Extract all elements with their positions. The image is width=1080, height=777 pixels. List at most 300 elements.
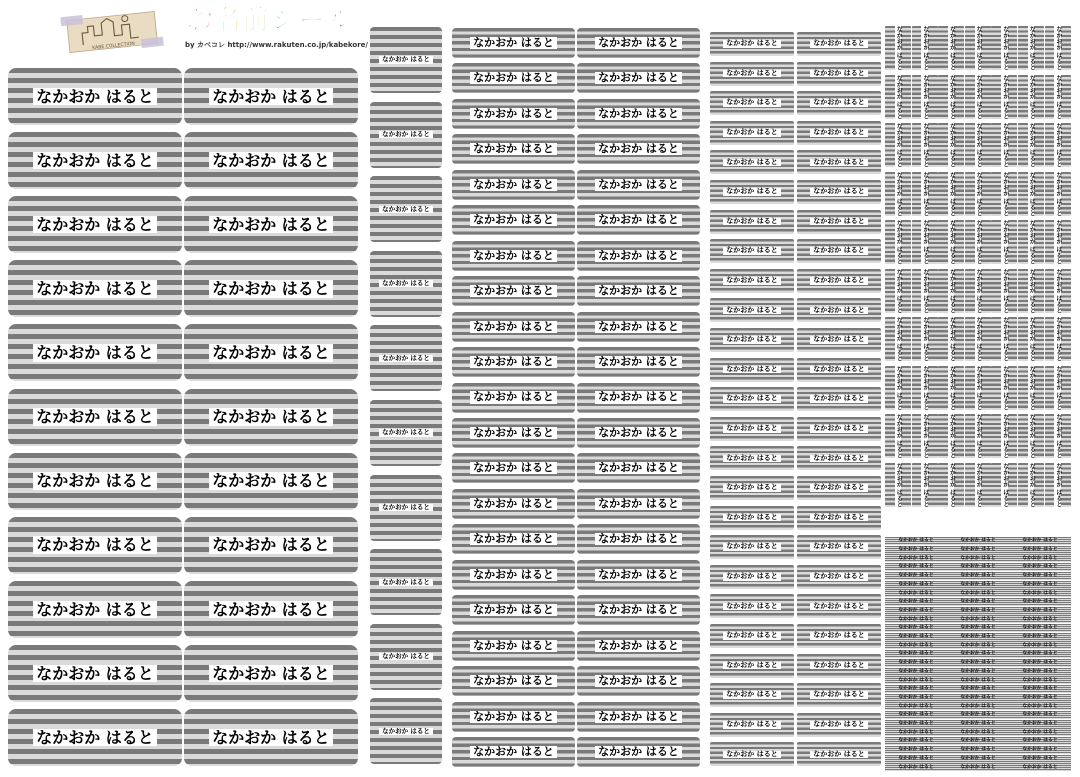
sticker-name-text: なかおか はると [898, 651, 934, 657]
sticker-large [184, 260, 358, 317]
sticker-vertical [938, 414, 964, 458]
sticker-tiny [947, 737, 1009, 745]
sticker-small [710, 62, 794, 86]
sticker-vertical [912, 317, 938, 361]
sticker-tiny [1009, 537, 1071, 545]
sticker-name-text: なかおか はると [595, 604, 682, 616]
sticker-name-text: なかおか はると [810, 277, 867, 285]
sticker-name-text: なかおか はると [1001, 414, 1008, 458]
sticker-small [710, 594, 794, 618]
sticker-name-text: なかおか はると [470, 285, 557, 297]
sticker-tiny [947, 676, 1009, 684]
sticker-tiny [885, 607, 947, 615]
sticker-name-text: なかおか はると [810, 484, 867, 492]
sticker-name-text: なかおか はると [810, 751, 867, 759]
sticker-medium [577, 737, 700, 767]
sticker-name-text: なかおか はると [975, 123, 982, 167]
sticker-name-text: なかおか はると [723, 632, 780, 640]
sticker-name-text: なかおか はると [1022, 712, 1058, 718]
sticker-narrow [370, 325, 442, 391]
sticker-medium [452, 205, 575, 235]
sticker-name-text: なかおか はると [898, 677, 934, 683]
sticker-tiny [947, 755, 1009, 763]
sticker-name-text: なかおか はると [379, 579, 433, 586]
sticker-small [710, 683, 794, 707]
sticker-name-text: なかおか はると [33, 280, 157, 298]
sticker-vertical [965, 26, 991, 70]
sticker-tiny [885, 598, 947, 606]
sticker-small [710, 476, 794, 500]
sticker-vertical [965, 463, 991, 507]
sticker-name-text: なかおか はると [898, 668, 934, 674]
sticker-name-text: なかおか はると [209, 665, 333, 683]
sticker-medium [577, 383, 700, 413]
sticker-tiny [885, 581, 947, 589]
sticker-vertical [1018, 317, 1044, 361]
sticker-name-text: なかおか はると [379, 728, 433, 735]
sticker-tiny [1009, 641, 1071, 649]
sticker-vertical [938, 317, 964, 361]
sticker-vertical [1045, 317, 1071, 361]
sticker-small [797, 683, 881, 707]
sticker-name-text: なかおか はると [33, 536, 157, 554]
sticker-small [710, 239, 794, 263]
sticker-name-text: なかおか はると [810, 70, 867, 78]
sticker-name-text: なかおか はると [1028, 269, 1035, 313]
sticker-name-text: なかおか はると [898, 764, 934, 770]
sticker-name-text: なかおか はると [960, 581, 996, 587]
sticker-name-text: なかおか はると [1022, 599, 1058, 605]
sticker-small [797, 180, 881, 204]
sticker-vertical [1045, 75, 1071, 119]
sticker-vertical [938, 269, 964, 313]
sticker-name-text: なかおか はると [470, 569, 557, 581]
sticker-name-text: なかおか はると [1022, 625, 1058, 631]
sticker-tiny [1009, 607, 1071, 615]
sticker-name-text: なかおか はると [1054, 220, 1061, 264]
sticker-name-text: なかおか はると [960, 729, 996, 735]
sticker-name-text: なかおか はると [1054, 366, 1061, 410]
sticker-name-text: なかおか はると [948, 75, 955, 119]
sticker-name-text: なかおか はると [810, 366, 867, 374]
sticker-tiny [885, 746, 947, 754]
sticker-vertical [991, 172, 1017, 216]
sticker-vertical [991, 123, 1017, 167]
sticker-small [710, 624, 794, 648]
sticker-tiny [947, 572, 1009, 580]
sticker-vertical [1045, 220, 1071, 264]
sticker-tiny [947, 641, 1009, 649]
sticker-name-text: なかおか はると [723, 691, 780, 699]
sticker-name-text: なかおか はると [1022, 703, 1058, 709]
sticker-vertical [965, 269, 991, 313]
sticker-name-text: なかおか はると [960, 738, 996, 744]
sticker-tiny [885, 650, 947, 658]
sticker-vertical [912, 414, 938, 458]
sticker-vertical [965, 220, 991, 264]
sticker-name-text: なかおか はると [921, 75, 928, 119]
sticker-small [797, 150, 881, 174]
sticker-name-text: なかおか はると [810, 632, 867, 640]
sticker-small [710, 91, 794, 115]
sheet-title [186, 4, 354, 38]
sticker-vertical [885, 123, 911, 167]
sticker-name-text: なかおか はると [595, 285, 682, 297]
sticker-vertical [1018, 123, 1044, 167]
sticker-large [184, 68, 358, 125]
sticker-vertical [885, 26, 911, 70]
sticker-name-text: なかおか はると [810, 218, 867, 226]
sticker-name-text: なかおか はると [723, 484, 780, 492]
sticker-name-text: なかおか はると [895, 123, 902, 167]
sticker-vertical [1045, 172, 1071, 216]
sticker-name-text: なかおか はると [595, 391, 682, 403]
sticker-vertical [912, 220, 938, 264]
sticker-name-text: なかおか はると [1054, 414, 1061, 458]
sticker-tiny [947, 694, 1009, 702]
sticker-name-text: なかおか はると [1001, 269, 1008, 313]
sticker-name-text: なかおか はると [470, 604, 557, 616]
sticker-medium [452, 347, 575, 377]
logo-text: KABE COLLECTION [92, 41, 136, 52]
sticker-vertical [912, 463, 938, 507]
sticker-medium [577, 524, 700, 554]
sticker-vertical [1018, 269, 1044, 313]
sticker-tiny [885, 720, 947, 728]
sticker-large [184, 517, 358, 574]
sticker-small [797, 32, 881, 56]
sticker-name-text: なかおか はると [1022, 642, 1058, 648]
sticker-vertical [1045, 123, 1071, 167]
sticker-name-text: なかおか はると [1028, 75, 1035, 119]
sticker-name-text: なかおか はると [975, 75, 982, 119]
sticker-medium [452, 666, 575, 696]
sticker-name-text: なかおか はると [1022, 634, 1058, 640]
sticker-name-text: なかおか はると [379, 355, 433, 362]
sticker-medium [452, 99, 575, 129]
sticker-name-text: なかおか はると [960, 590, 996, 596]
sticker-vertical [938, 463, 964, 507]
sticker-medium [577, 241, 700, 271]
sticker-tiny [947, 537, 1009, 545]
sticker-tiny [885, 711, 947, 719]
sticker-name-text: なかおか はると [470, 250, 557, 262]
title-char: ー [298, 5, 326, 36]
sticker-name-text: なかおか はると [921, 26, 928, 70]
sticker-tiny [885, 702, 947, 710]
sticker-vertical [1018, 463, 1044, 507]
sticker-tiny [1009, 728, 1071, 736]
sticker-name-text: なかおか はると [898, 607, 934, 613]
title-char: ル [326, 5, 354, 36]
sticker-small [710, 328, 794, 352]
sticker-name-text: なかおか はると [975, 220, 982, 264]
sticker-name-text: なかおか はると [723, 514, 780, 522]
sticker-vertical [965, 317, 991, 361]
sticker-small [797, 476, 881, 500]
sticker-tiny [1009, 694, 1071, 702]
sticker-name-text: なかおか はると [470, 143, 557, 155]
sticker-small [710, 298, 794, 322]
sticker-name-text: なかおか はると [33, 472, 157, 490]
sticker-name-text: なかおか はると [921, 269, 928, 313]
sticker-tiny [1009, 624, 1071, 632]
sticker-name-text: なかおか はると [595, 108, 682, 120]
sticker-vertical [991, 414, 1017, 458]
sticker-name-text: なかおか はると [810, 721, 867, 729]
sticker-name-text: なかおか はると [209, 729, 333, 747]
sticker-tiny [947, 598, 1009, 606]
sticker-small [710, 417, 794, 441]
sticker-name-text: なかおか はると [723, 70, 780, 78]
sticker-vertical [885, 75, 911, 119]
sticker-medium [452, 383, 575, 413]
sticker-name-text: なかおか はると [723, 721, 780, 729]
sticker-tiny [1009, 598, 1071, 606]
sticker-name-text: なかおか はると [470, 427, 557, 439]
sticker-name-text: なかおか はると [33, 665, 157, 683]
sticker-name-text: なかおか はると [921, 317, 928, 361]
sticker-small [710, 506, 794, 530]
sticker-small [797, 624, 881, 648]
sticker-name-text: なかおか はると [948, 463, 955, 507]
sticker-name-text: なかおか はると [470, 533, 557, 545]
sticker-vertical [938, 220, 964, 264]
sticker-large [8, 709, 182, 766]
sticker-name-text: なかおか はると [1028, 123, 1035, 167]
sticker-tiny [947, 554, 1009, 562]
sticker-tiny [1009, 581, 1071, 589]
sticker-medium [452, 702, 575, 732]
sticker-vertical [1045, 414, 1071, 458]
sticker-vertical [965, 414, 991, 458]
sticker-name-text: なかおか はると [960, 634, 996, 640]
sticker-name-text: なかおか はると [470, 179, 557, 191]
sticker-vertical [885, 269, 911, 313]
sticker-name-text: なかおか はると [595, 427, 682, 439]
sticker-name-text: なかおか はると [960, 651, 996, 657]
sticker-vertical [1018, 220, 1044, 264]
sticker-name-text: なかおか はると [1022, 651, 1058, 657]
sticker-name-text: なかおか はると [960, 764, 996, 770]
sticker-name-text: なかおか はると [595, 462, 682, 474]
sticker-small [710, 358, 794, 382]
sticker-name-text: なかおか はると [948, 269, 955, 313]
sticker-tiny [885, 572, 947, 580]
sticker-name-text: なかおか はると [1022, 660, 1058, 666]
sticker-vertical [1018, 172, 1044, 216]
sticker-name-text: なかおか はると [723, 129, 780, 137]
sticker-tiny [1009, 546, 1071, 554]
sticker-name-text: なかおか はると [1022, 547, 1058, 553]
sticker-small [710, 713, 794, 737]
sticker-name-text: なかおか はると [810, 514, 867, 522]
sticker-tiny [1009, 685, 1071, 693]
sticker-name-text: なかおか はると [1022, 538, 1058, 544]
sticker-name-text: なかおか はると [1054, 123, 1061, 167]
sticker-name-text: なかおか はると [898, 721, 934, 727]
sticker-name-text: なかおか はると [1028, 172, 1035, 216]
sticker-tiny [947, 702, 1009, 710]
sticker-name-text: なかおか はると [1028, 26, 1035, 70]
sticker-large [8, 645, 182, 702]
sticker-tiny [1009, 589, 1071, 597]
sticker-medium [452, 595, 575, 625]
sticker-vertical [991, 26, 1017, 70]
sticker-tiny [885, 641, 947, 649]
sticker-name-text: なかおか はると [723, 307, 780, 315]
sticker-name-text: なかおか はると [33, 152, 157, 170]
sticker-name-text: なかおか はると [960, 677, 996, 683]
sticker-tiny [947, 624, 1009, 632]
sticker-name-text: なかおか はると [898, 581, 934, 587]
sticker-name-text: なかおか はると [810, 159, 867, 167]
sticker-small [797, 210, 881, 234]
sticker-medium [577, 205, 700, 235]
sticker-small [710, 269, 794, 293]
sticker-name-text: なかおか はると [960, 686, 996, 692]
sticker-name-text: なかおか はると [470, 640, 557, 652]
sticker-name-text: なかおか はると [723, 366, 780, 374]
sticker-medium [452, 737, 575, 767]
sticker-tiny [885, 728, 947, 736]
sticker-name-text: なかおか はると [898, 747, 934, 753]
sticker-medium [577, 595, 700, 625]
sticker-narrow [370, 400, 442, 466]
sticker-name-text: なかおか はると [379, 206, 433, 213]
sticker-name-text: なかおか はると [209, 280, 333, 298]
sticker-large [8, 68, 182, 125]
sticker-name-text: なかおか はると [810, 395, 867, 403]
sticker-vertical [965, 366, 991, 410]
sticker-vertical [912, 75, 938, 119]
sticker-name-text: なかおか はると [810, 603, 867, 611]
sticker-name-text: なかおか はると [975, 317, 982, 361]
sticker-small [797, 239, 881, 263]
sticker-name-text: なかおか はると [1022, 677, 1058, 683]
sticker-large [8, 453, 182, 510]
sticker-name-text: なかおか はると [948, 220, 955, 264]
sticker-tiny [947, 763, 1009, 771]
sticker-name-text: なかおか はると [723, 336, 780, 344]
sticker-medium [452, 134, 575, 164]
sticker-vertical [1018, 414, 1044, 458]
sticker-vertical [885, 317, 911, 361]
sticker-name-text: なかおか はると [33, 88, 157, 106]
sticker-name-text: なかおか はると [948, 123, 955, 167]
sticker-name-text: なかおか はると [810, 573, 867, 581]
sticker-tiny [947, 563, 1009, 571]
sticker-name-text: なかおか はると [1054, 463, 1061, 507]
sticker-small [797, 742, 881, 766]
sticker-narrow [370, 27, 442, 93]
sticker-large [8, 196, 182, 253]
sticker-medium [452, 63, 575, 93]
sticker-name-text: なかおか はると [723, 603, 780, 611]
sticker-name-text: なかおか はると [898, 538, 934, 544]
sticker-medium [577, 560, 700, 590]
sticker-name-text: なかおか はると [898, 573, 934, 579]
sticker-medium [577, 276, 700, 306]
sticker-name-text: なかおか はると [960, 538, 996, 544]
sticker-name-text: なかおか はると [1001, 123, 1008, 167]
sticker-tiny [1009, 633, 1071, 641]
sticker-tiny [947, 546, 1009, 554]
sticker-large [8, 324, 182, 381]
sticker-large [184, 324, 358, 381]
sticker-name-text: なかおか はると [810, 40, 867, 48]
sticker-name-text: なかおか はると [723, 247, 780, 255]
sticker-name-text: なかおか はると [379, 280, 433, 287]
sticker-name-text: なかおか はると [948, 26, 955, 70]
sticker-tiny [947, 668, 1009, 676]
sticker-name-text: なかおか はると [1028, 366, 1035, 410]
sticker-vertical [938, 123, 964, 167]
sticker-name-text: なかおか はると [209, 344, 333, 362]
sticker-tiny [885, 537, 947, 545]
sticker-tiny [885, 694, 947, 702]
sticker-name-text: なかおか はると [595, 569, 682, 581]
sticker-tiny [1009, 676, 1071, 684]
sticker-vertical [1045, 463, 1071, 507]
sticker-name-text: なかおか はると [379, 131, 433, 138]
sticker-medium [577, 28, 700, 58]
sticker-small [710, 446, 794, 470]
sticker-name-text: なかおか はると [895, 26, 902, 70]
sticker-name-text: なかおか はると [1001, 75, 1008, 119]
sticker-name-text: なかおか はると [810, 543, 867, 551]
sticker-name-text: なかおか はると [960, 625, 996, 631]
sticker-large [184, 709, 358, 766]
sticker-small [710, 210, 794, 234]
sticker-name-text: なかおか はると [975, 414, 982, 458]
sticker-vertical [965, 172, 991, 216]
sticker-medium [452, 312, 575, 342]
sticker-name-text: なかおか はると [960, 642, 996, 648]
sticker-name-text: なかおか はると [921, 463, 928, 507]
sticker-name-text: なかおか はると [595, 72, 682, 84]
sticker-name-text: なかおか はると [898, 564, 934, 570]
sticker-small [797, 358, 881, 382]
sticker-narrow [370, 176, 442, 242]
sticker-name-text: なかおか はると [1028, 414, 1035, 458]
sticker-vertical [965, 75, 991, 119]
sticker-name-text: なかおか はると [948, 172, 955, 216]
sticker-small [710, 535, 794, 559]
sticker-name-text: なかおか はると [975, 463, 982, 507]
sticker-vertical [885, 366, 911, 410]
sticker-tiny [1009, 563, 1071, 571]
sticker-small [797, 565, 881, 589]
sticker-tiny [1009, 650, 1071, 658]
sticker-tiny [947, 581, 1009, 589]
sticker-tiny [947, 633, 1009, 641]
kabe-collection-logo [60, 6, 164, 56]
sticker-vertical [885, 220, 911, 264]
sticker-small [797, 121, 881, 145]
sticker-name-text: なかおか はると [1022, 721, 1058, 727]
sticker-name-text: なかおか はると [898, 755, 934, 761]
sticker-small [710, 32, 794, 56]
sticker-tiny [1009, 554, 1071, 562]
sticker-vertical [991, 220, 1017, 264]
sticker-vertical [991, 317, 1017, 361]
sticker-vertical [938, 75, 964, 119]
sticker-small [710, 654, 794, 678]
sticker-name-text: なかおか はると [470, 462, 557, 474]
sticker-name-text: なかおか はると [1022, 729, 1058, 735]
sticker-name-text: なかおか はると [595, 498, 682, 510]
